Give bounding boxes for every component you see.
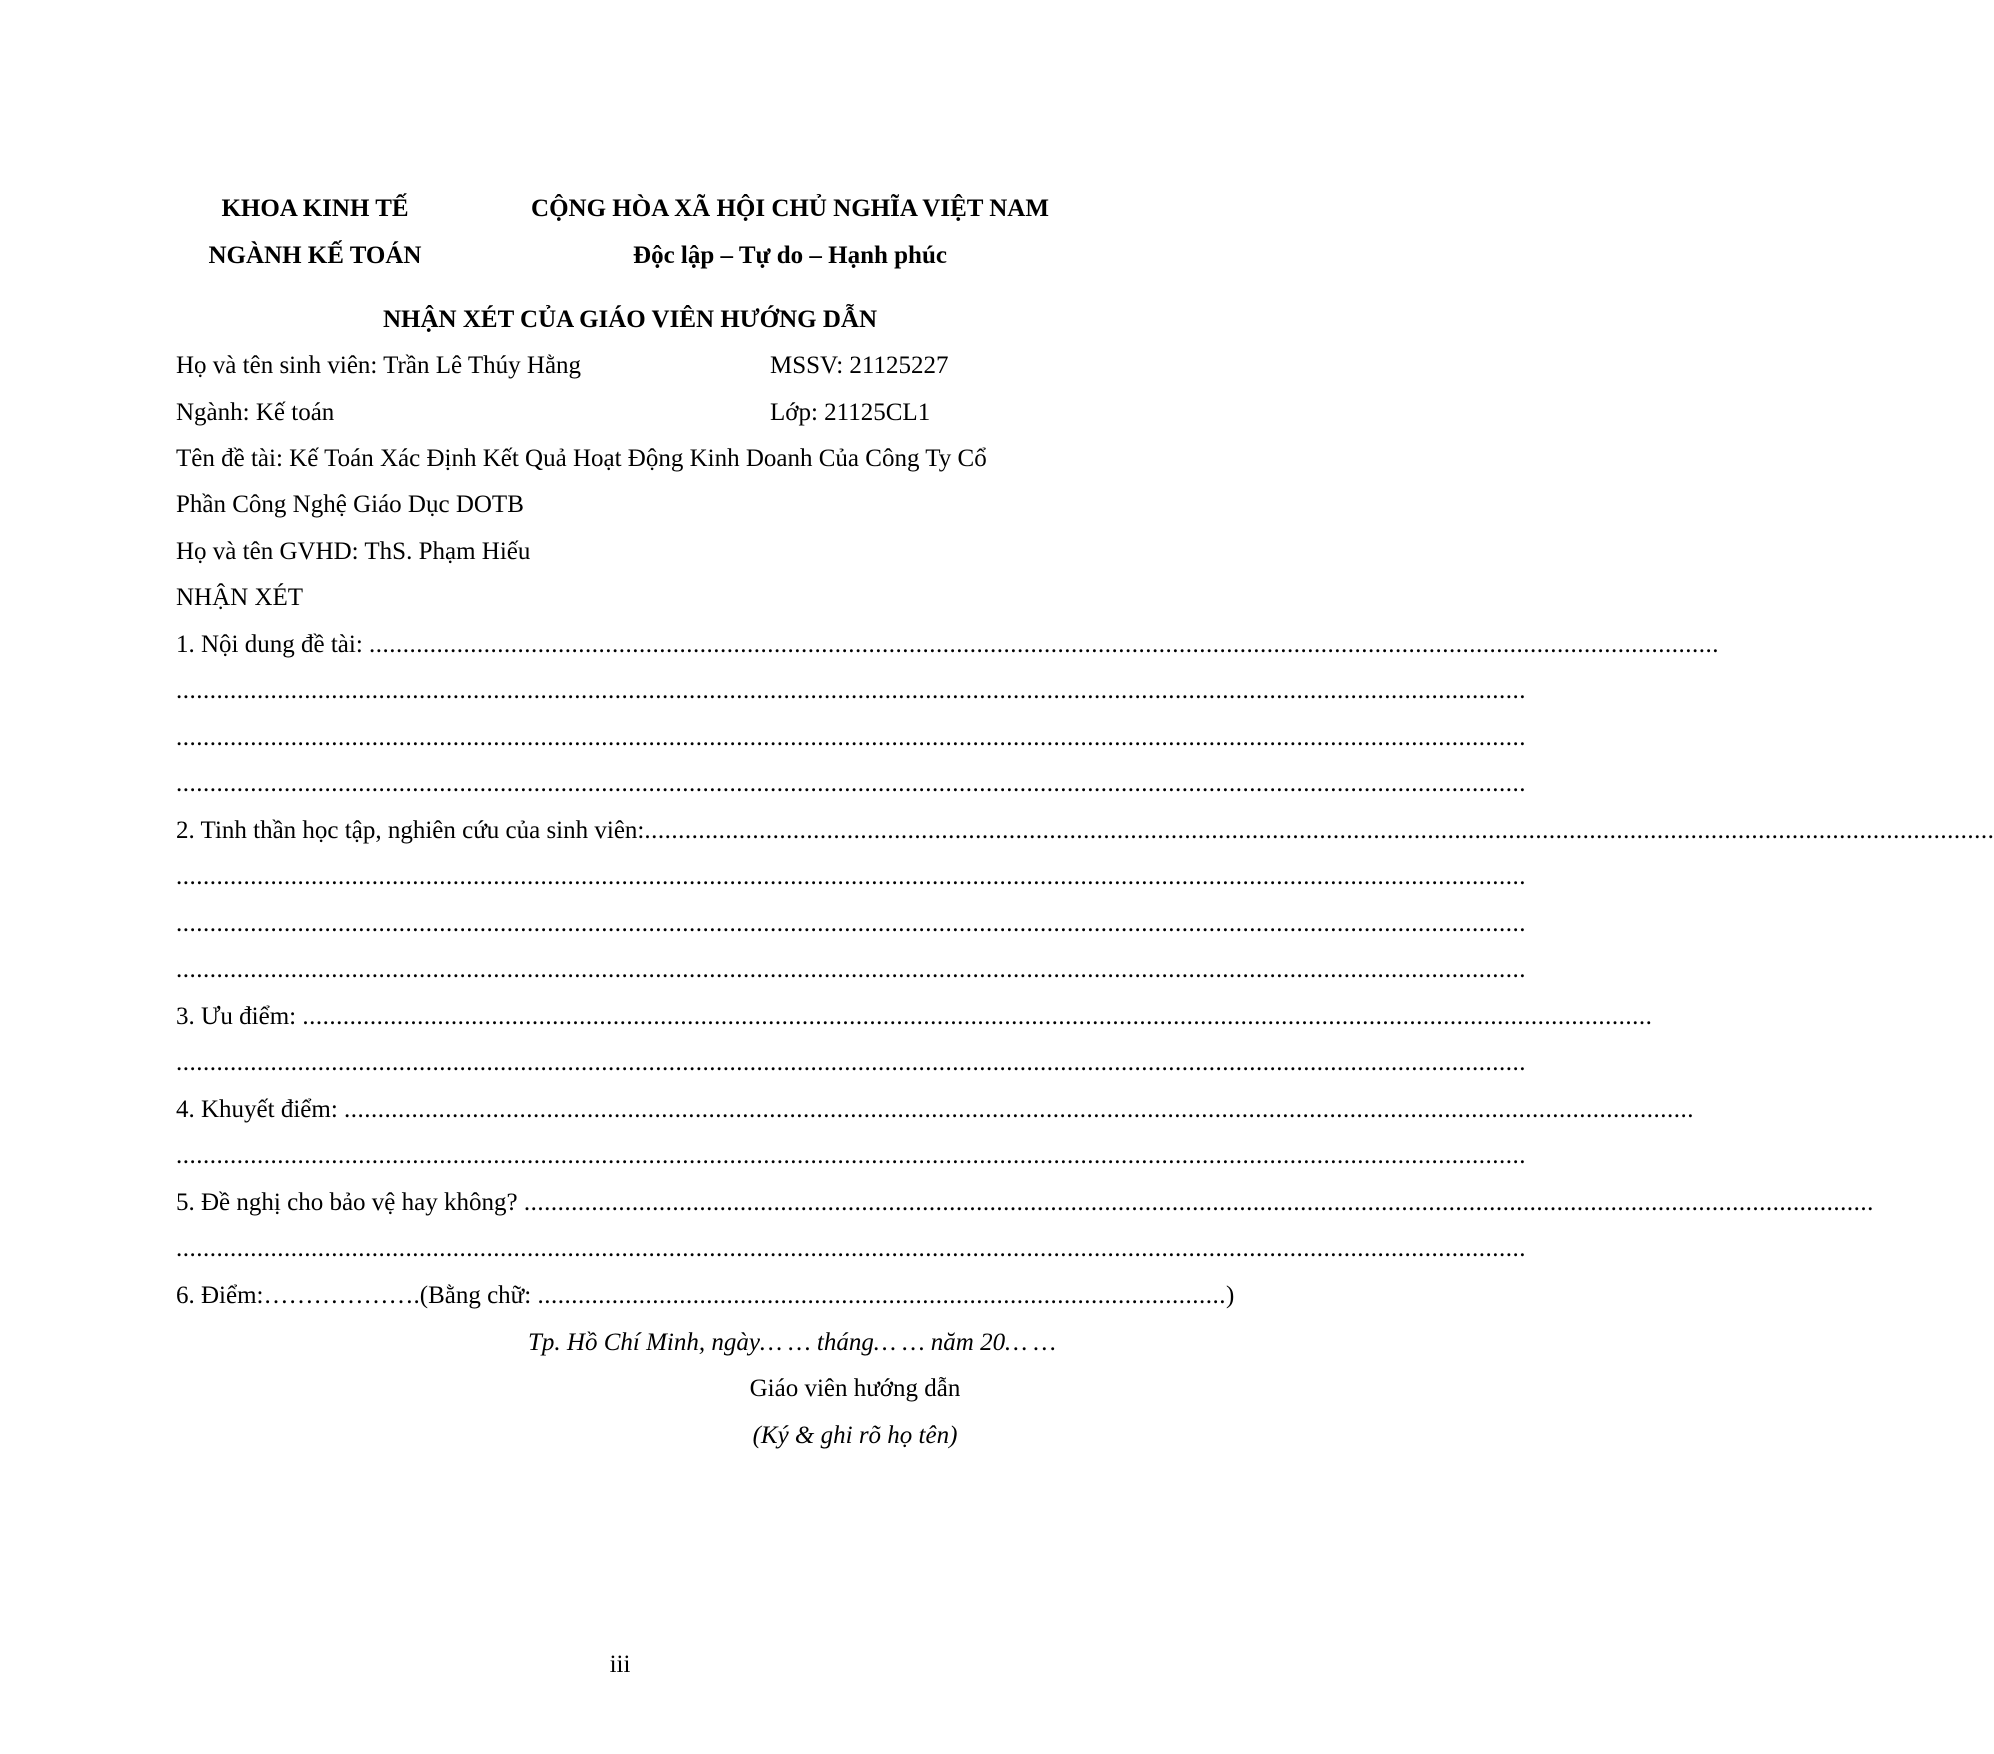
item-6-label: 6. Điểm:……………….(Bằng chữ: (176, 1282, 532, 1309)
fill-dots: ........................................................................................................................................................................................................ (176, 956, 1526, 983)
blank-line (176, 863, 1526, 890)
date-line: Tp. Hồ Chí Minh, ngày… … tháng… … năm 20… … (528, 1329, 1056, 1356)
fill-dots: ...................................................................................................... (537, 1282, 1226, 1309)
fill-dots: ........................................................................................................................................................................................................ (523, 1189, 1874, 1216)
fill-dots: ........................................................................................................................................................................................................ (176, 1049, 1526, 1076)
blank-line (176, 1235, 1526, 1262)
page-title: NHẬN XÉT CỦA GIÁO VIÊN HƯỚNG DẪN (382, 306, 878, 333)
page-number: iii (609, 1651, 631, 1678)
fill-dots: ........................................................................................................................................................................................................ (176, 1142, 1526, 1169)
section-heading: NHẬN XÉT (176, 584, 304, 611)
fill-dots: ........................................................................................................................................................................................................ (302, 1003, 1653, 1030)
item-1-label: 1. Nội dung đề tài: (176, 631, 363, 658)
student-id: MSSV: 21125227 (770, 352, 949, 379)
item-6-close: ) (1225, 1282, 1235, 1309)
fill-dots: ........................................................................................................................................................................................................ (176, 1235, 1526, 1262)
fill-dots: ........................................................................................................................................................................................................ (176, 863, 1526, 890)
blank-line (176, 1049, 1526, 1076)
item-2-row (176, 817, 1994, 844)
fill-dots: ........................................................................................................................................................................................................ (369, 631, 1720, 658)
fill-dots: ........................................................................................................................................................................................................ (176, 677, 1526, 704)
fill-dots: ........................................................................................................................................................................................................ (176, 770, 1526, 797)
fill-dots: ........................................................................................................................................................................................................ (644, 817, 1994, 844)
signature-instruction: (Ký & ghi rõ họ tên) (752, 1422, 958, 1449)
signature-role: Giáo viên hướng dẫn (749, 1375, 961, 1402)
item-5-label: 5. Đề nghị cho bảo vệ hay không? (176, 1189, 518, 1216)
faculty-name: KHOA KINH TẾ (221, 195, 409, 222)
fill-dots: ........................................................................................................................................................................................................ (176, 724, 1526, 751)
fill-dots: ........................................................................................................................................................................................................ (344, 1096, 1695, 1123)
major-name: NGÀNH KẾ TOÁN (208, 242, 422, 269)
blank-line (176, 956, 1526, 983)
thesis-topic-line-1: Tên đề tài: Kế Toán Xác Định Kết Quả Hoạt Động Kinh Doanh Của Công Ty Cổ (176, 445, 987, 472)
item-4-row (176, 1096, 1695, 1123)
blank-line (176, 677, 1526, 704)
nation-name: CỘNG HÒA XÃ HỘI CHỦ NGHĨA VIỆT NAM (531, 195, 1049, 222)
item-3-row (176, 1003, 1653, 1030)
blank-line (176, 770, 1526, 797)
national-motto: Độc lập – Tự do – Hạnh phúc (633, 242, 947, 269)
item-5-row (176, 1189, 1874, 1216)
fill-dots: ........................................................................................................................................................................................................ (176, 910, 1526, 937)
item-4-label: 4. Khuyết điểm: (176, 1096, 338, 1123)
blank-line (176, 724, 1526, 751)
item-2-label: 2. Tinh thần học tập, nghiên cứu của sinh viên: (176, 817, 645, 844)
student-name: Họ và tên sinh viên: Trần Lê Thúy Hằng (176, 352, 582, 379)
thesis-topic-line-2: Phần Công Nghệ Giáo Dục DOTB (176, 491, 524, 518)
student-class: Lớp: 21125CL1 (770, 399, 931, 426)
student-major: Ngành: Kế toán (176, 399, 335, 426)
blank-line (176, 910, 1526, 937)
item-3-label: 3. Ưu điểm: (176, 1003, 297, 1030)
advisor-name: Họ và tên GVHD: ThS. Phạm Hiếu (176, 538, 531, 565)
blank-line (176, 1142, 1526, 1169)
item-1-row (176, 631, 1720, 658)
item-6-row (176, 1282, 1235, 1309)
